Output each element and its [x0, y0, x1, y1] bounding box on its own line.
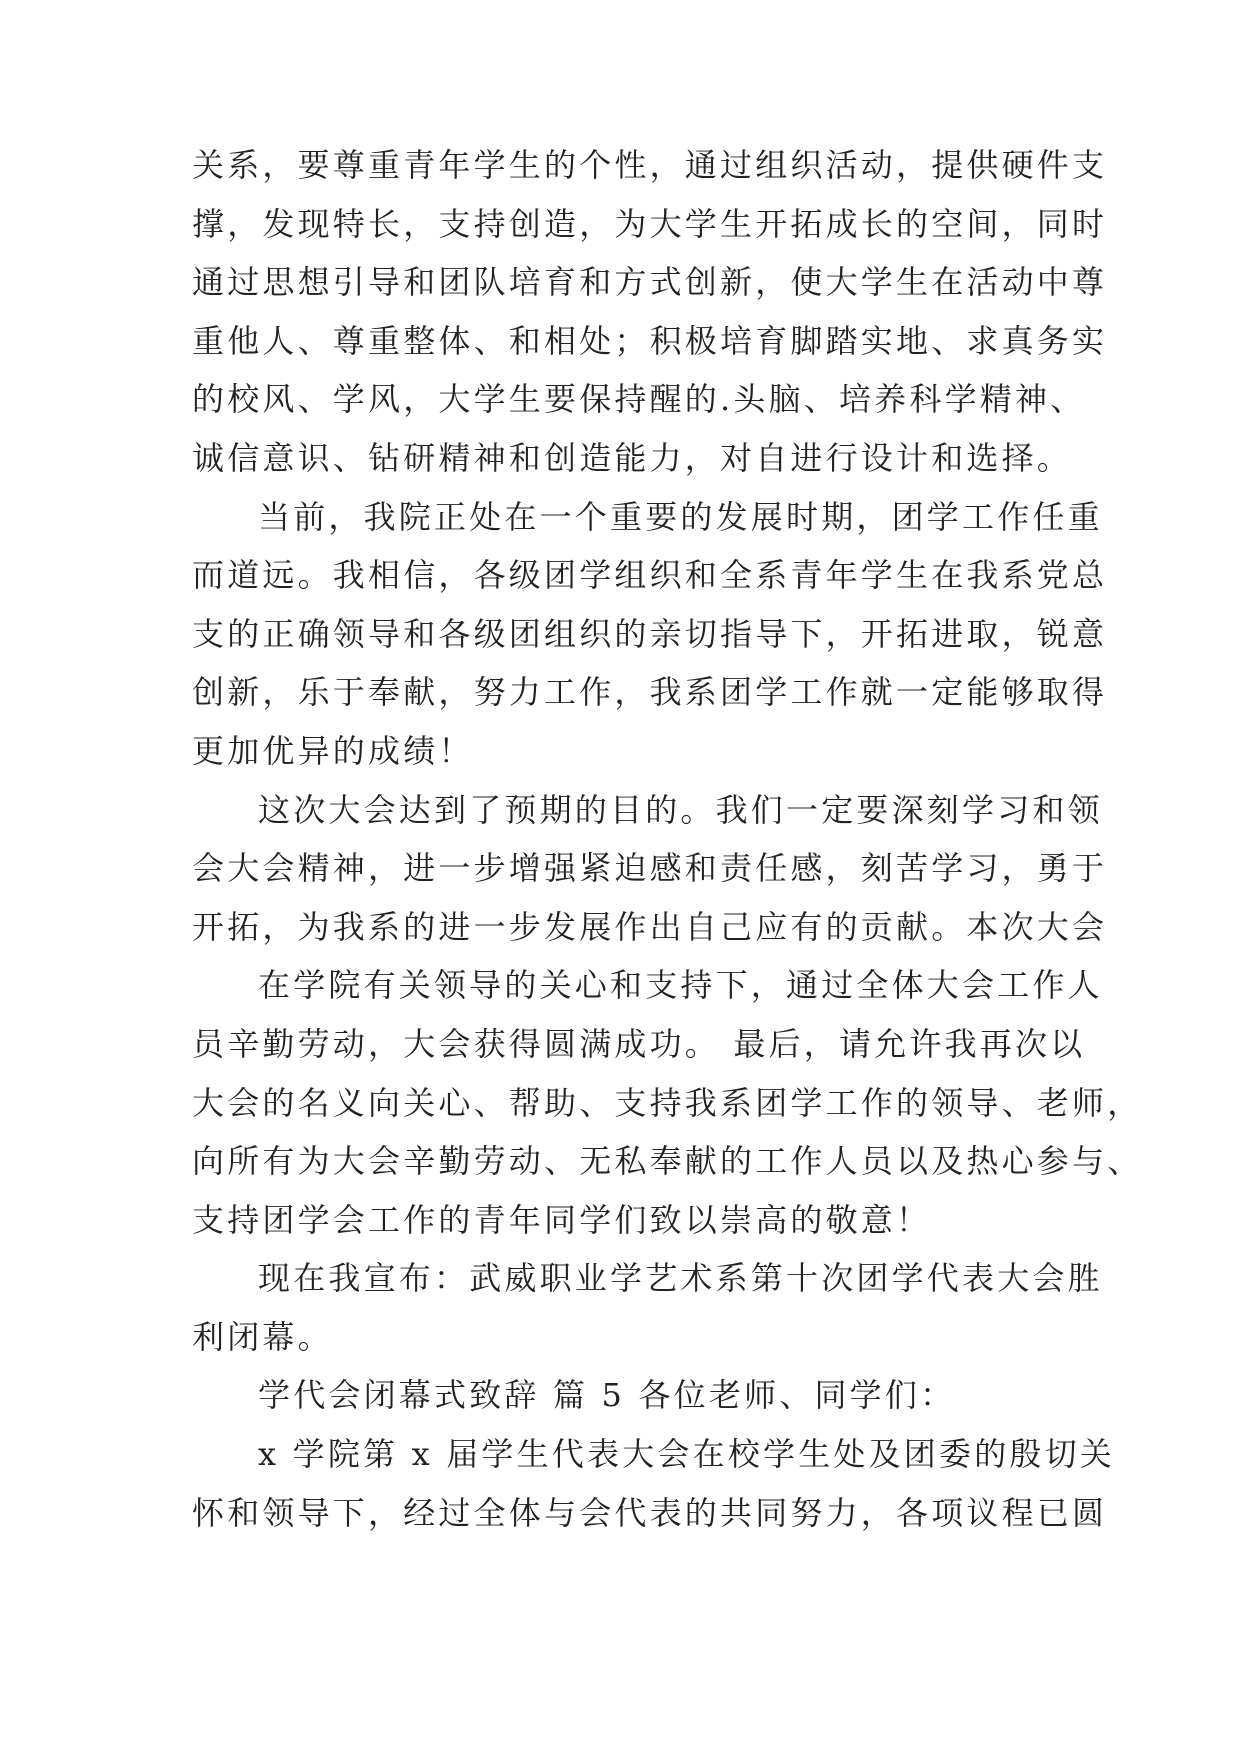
document-body	[192, 136, 1143, 1542]
text-line: 会大会精神，进一步增强紧迫感和责任感，刻苦学习，勇于	[192, 849, 1108, 888]
text-line: 创新，乐于奉献，努力工作，我系团学工作就一定能够取得	[192, 673, 1108, 712]
text-line: 更加优异的成绩！	[192, 731, 474, 770]
text-line: 通过思想引导和团队培育和方式创新，使大学生在活动中尊	[192, 263, 1108, 302]
text-line: 当前，我院正处在一个重要的发展时期，团学工作任重	[258, 497, 1103, 536]
text-line: 撑，发现特长，支持创造，为大学生开拓成长的空间，同时	[192, 204, 1108, 243]
text-line: 支持团学会工作的青年同学们致以崇高的敬意！	[192, 1200, 932, 1239]
text-line: 诚信意识、钻研精神和创造能力，对自进行设计和选择。	[192, 438, 1073, 477]
text-line: 开拓，为我系的进一步发展作出自己应有的贡献。本次大会	[192, 907, 1108, 946]
text-line: 这次大会达到了预期的目的。我们一定要深刻学习和领	[258, 790, 1103, 829]
text-line: 大会的名义向关心、帮助、支持我系团学工作的领导、老师，	[192, 1083, 1143, 1122]
text-line: 学代会闭幕式致辞 篇 5 各位老师、同学们：	[258, 1376, 956, 1415]
text-line: 向所有为大会辛勤劳动、无私奉献的工作人员以及热心参与、	[192, 1142, 1143, 1181]
text-line: 的校风、学风，大学生要保持醒的.头脑、培养科学精神、	[192, 380, 1086, 419]
text-line: 利闭幕。	[192, 1317, 333, 1356]
text-line: 怀和领导下，经过全体与会代表的共同努力，各项议程已圆	[192, 1493, 1108, 1532]
text-line: 支的正确领导和各级团组织的亲切指导下，开拓进取，锐意	[192, 614, 1108, 653]
text-line: 现在我宣布：武威职业学艺术系第十次团学代表大会胜	[258, 1259, 1103, 1298]
text-line: 而道远。我相信，各级团学组织和全系青年学生在我系党总	[192, 556, 1108, 595]
text-line: 关系，要尊重青年学生的个性，通过组织活动，提供硬件支	[192, 146, 1108, 184]
text-line: 重他人、尊重整体、和相处；积极培育脚踏实地、求真务实	[192, 321, 1108, 360]
text-line: 在学院有关领导的关心和支持下，通过全体大会工作人	[258, 966, 1103, 1005]
text-line: x 学院第 x 届学生代表大会在校学生处及团委的殷切关	[258, 1435, 1116, 1474]
text-line: 员辛勤劳动，大会获得圆满成功。 最后，请允许我再次以	[192, 1024, 1086, 1063]
